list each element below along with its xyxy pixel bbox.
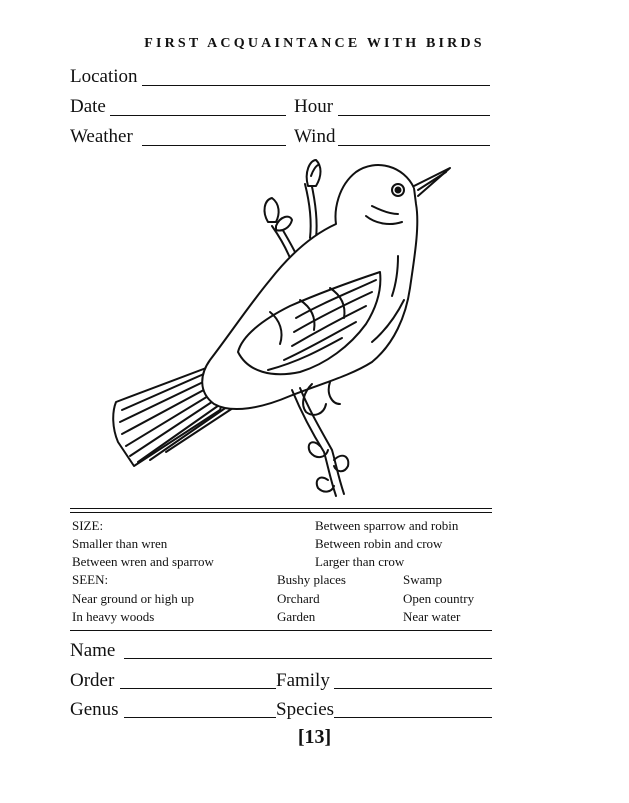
wind-label: Wind (294, 126, 336, 147)
divider-top-inner (70, 512, 492, 513)
weather-line[interactable] (142, 145, 286, 146)
seen-option[interactable]: Near ground or high up (72, 591, 195, 606)
genus-line[interactable] (124, 717, 276, 718)
size-heading: SIZE: (72, 518, 104, 533)
seen-option[interactable]: In heavy woods (72, 609, 155, 624)
hour-label: Hour (294, 96, 334, 117)
seen-heading: SEEN: (72, 572, 109, 587)
species-line[interactable] (334, 717, 492, 718)
size-option[interactable]: Larger than crow (315, 554, 405, 569)
seen-option[interactable]: Open country (403, 591, 475, 606)
genus-label: Genus (70, 699, 119, 720)
size-option[interactable]: Between sparrow and robin (315, 518, 459, 533)
weather-label: Weather (70, 126, 133, 147)
twig-upper (311, 182, 317, 238)
wind-line[interactable] (338, 145, 490, 146)
seen-option[interactable]: Garden (277, 609, 316, 624)
bird-body (202, 165, 417, 409)
date-label: Date (70, 96, 106, 117)
hour-line[interactable] (338, 115, 490, 116)
page-title: FIRST ACQUAINTANCE WITH BIRDS (144, 36, 485, 51)
size-option[interactable]: Smaller than wren (72, 536, 168, 551)
seen-option[interactable]: Swamp (403, 572, 442, 587)
size-option[interactable]: Between robin and crow (315, 536, 443, 551)
family-line[interactable] (334, 688, 492, 689)
divider-bottom (70, 630, 492, 631)
location-label: Location (70, 66, 138, 87)
size-option[interactable]: Between wren and sparrow (72, 554, 214, 569)
species-label: Species (276, 699, 335, 720)
order-line[interactable] (120, 688, 276, 689)
order-label: Order (70, 670, 115, 691)
name-line[interactable] (124, 658, 492, 659)
date-line[interactable] (110, 115, 286, 116)
seen-option[interactable]: Bushy places (277, 572, 346, 587)
family-label: Family (276, 670, 330, 691)
location-line[interactable] (142, 85, 490, 86)
divider-top (70, 508, 492, 509)
seen-option[interactable]: Near water (403, 609, 461, 624)
seen-option[interactable]: Orchard (277, 591, 320, 606)
bird-illustration (100, 152, 470, 502)
page-number: [13] (297, 726, 332, 748)
name-label: Name (70, 640, 116, 661)
